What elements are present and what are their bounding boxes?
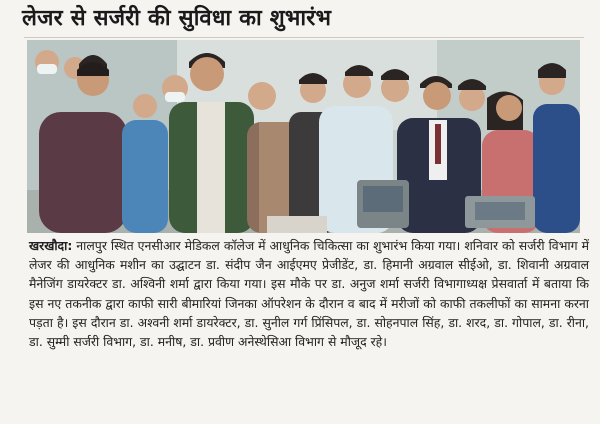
- divider: [24, 37, 584, 38]
- article-text: नालपुर स्थित एनसीआर मेडिकल कॉलेज में आधुनिक चिकित्सा का शुभारंभ किया गया। शनिवार को सर्जरी विभाग में लेजर की आधुनिक मशीन का उद्घाटन डा. संदीप जैन आईएमए प्रेजीडेंट, डा. हिमानी अग्रवाल सीईओ, डा. शिवानी अग्रवाल मैनेजिंग डायरेक्टर डा. अश्विनी शर्मा द्वारा किया गया। इस मौके पर डा. अनुज शर्मा सर्जरी विभागाध्यक्ष प्रेसवार्ता में बताया कि इस नए तकनीक द्वारा काफी सारी बीमारियां जिनका ऑपरेशन के दौरान व बाद में मरीजों को काफी तकलीफों का सामना करना पड़ता है। इस दौरान डा. अश्वनी शर्मा डायरेक्टर, डा. सुनील गर्ग प्रिंसिपल, डा. सोहनपाल सिंह, डा. शरद, डा. गोपाल, डा. रीना, डा. सुम्मी सर्जरी विभाग, डा. मनीष, डा. प्रवीण अनेस्थेसिआ विभाग से मौजूद रहे।: [29, 238, 589, 350]
- news-photo: [27, 40, 580, 233]
- article-body: [29, 236, 589, 422]
- headline: लेजर से सर्जरी की सुविधा का शुभारंभ: [22, 6, 332, 31]
- dateline: खरखौदा:: [29, 238, 73, 253]
